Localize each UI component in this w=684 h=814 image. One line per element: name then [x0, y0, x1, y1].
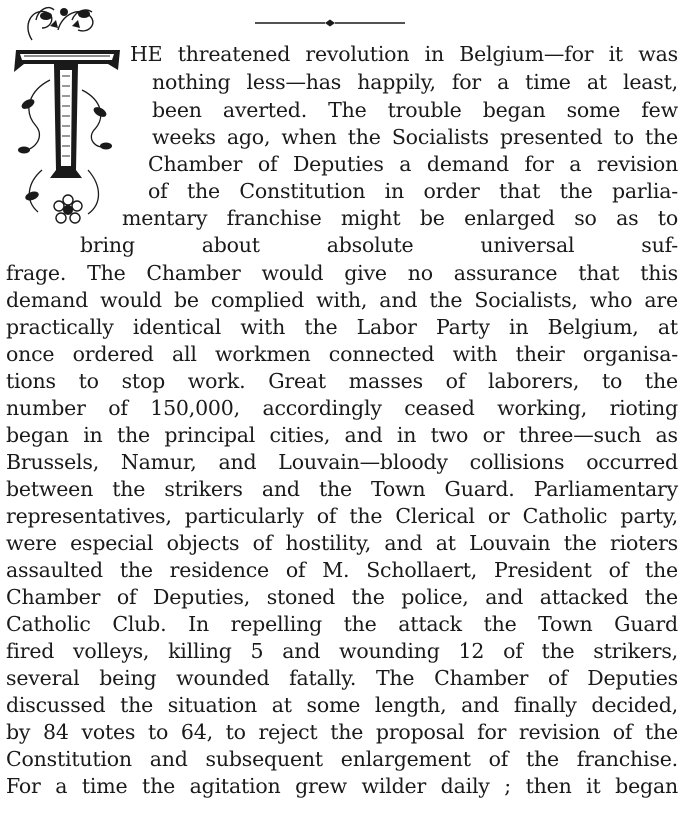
word: subsequent — [205, 747, 323, 771]
text-line-21 — [6, 585, 678, 609]
ornamental-letter-t-icon — [2, 0, 124, 232]
word: a — [497, 70, 510, 94]
word: hostility, — [285, 531, 372, 555]
word: Town — [371, 477, 426, 501]
word: revision — [596, 152, 678, 176]
word: order — [423, 179, 480, 203]
word: discussed — [6, 693, 106, 717]
word: of — [252, 531, 273, 555]
word: the — [116, 423, 150, 447]
word: strikers, — [593, 639, 678, 663]
word: in — [384, 179, 405, 203]
word: Chamber — [6, 585, 101, 609]
word: some — [566, 98, 621, 122]
word: trouble — [387, 98, 462, 122]
word: representatives, — [6, 504, 172, 528]
word: happily, — [357, 70, 436, 94]
word: Catholic — [522, 504, 608, 528]
word: enlargement — [340, 747, 471, 771]
word: of — [108, 396, 128, 420]
word: of — [316, 504, 337, 528]
word: to — [78, 369, 99, 393]
word: residence — [169, 558, 269, 582]
word: 150,000, — [150, 396, 240, 420]
word: Chamber — [148, 152, 243, 176]
word: parlia- — [611, 179, 678, 203]
word: identical — [132, 315, 222, 339]
text-line-9 — [6, 261, 678, 285]
word: so — [574, 206, 597, 230]
word: ordered — [72, 342, 154, 366]
word: the — [330, 720, 364, 744]
word: Clerical — [395, 504, 475, 528]
text-line-13 — [6, 369, 678, 393]
word: votes — [81, 720, 136, 744]
word: Brussels, — [6, 450, 100, 474]
word: attacked — [539, 585, 629, 609]
word: of — [503, 639, 523, 663]
word: reject — [258, 720, 318, 744]
word: demand — [6, 288, 89, 312]
word: The — [328, 98, 367, 122]
text-line-7 — [122, 206, 678, 230]
word: three—such — [518, 423, 642, 447]
word: by — [6, 720, 31, 744]
word: accordingly — [262, 396, 382, 420]
word: were — [6, 531, 57, 555]
word: at — [657, 315, 678, 339]
word: the — [429, 288, 463, 312]
text-line-27 — [6, 747, 678, 771]
word: Guard — [614, 612, 678, 636]
text-line-15 — [6, 423, 678, 447]
word: all — [171, 342, 197, 366]
word: collisions — [469, 450, 565, 474]
word: give — [344, 261, 387, 285]
word: two — [430, 423, 469, 447]
word: of — [548, 666, 568, 690]
word: franchise. — [576, 747, 678, 771]
word: length, — [374, 693, 447, 717]
word: and — [379, 288, 418, 312]
word: grew — [295, 774, 347, 798]
word: the — [644, 585, 678, 609]
word: Parliamentary — [533, 477, 678, 501]
word: finally — [513, 693, 577, 717]
word: Belgium—for — [459, 42, 594, 66]
text-line-28 — [6, 774, 678, 798]
word: revision — [518, 720, 601, 744]
word: would — [100, 288, 162, 312]
word: are — [644, 288, 678, 312]
word: Catholic — [6, 612, 91, 636]
word: The — [87, 261, 126, 285]
word: less—has — [246, 70, 342, 94]
word: with — [452, 342, 498, 366]
text-line-5 — [148, 152, 678, 176]
word: Louvain—bloody — [278, 450, 448, 474]
word: the — [343, 612, 377, 636]
word: Town — [538, 612, 593, 636]
word: The — [375, 666, 415, 690]
word: the — [186, 179, 220, 203]
text-line-18 — [6, 504, 678, 528]
word: Labor — [356, 315, 417, 339]
word: decided, — [591, 693, 678, 717]
word: Party — [436, 315, 490, 339]
word: wilder — [361, 774, 427, 798]
word: of — [285, 558, 306, 582]
word: of — [116, 585, 137, 609]
word: of — [257, 152, 278, 176]
word: For — [6, 774, 41, 798]
word: the — [347, 125, 381, 149]
text-line-2 — [152, 70, 678, 94]
word: the — [559, 179, 593, 203]
text-line-23 — [6, 639, 678, 663]
word: and — [485, 585, 524, 609]
word: connected — [328, 342, 435, 366]
word: nothing — [152, 70, 231, 94]
word: the — [525, 747, 559, 771]
word: In — [188, 612, 209, 636]
word: workmen — [215, 342, 311, 366]
word: the — [304, 315, 338, 339]
word: laborers, — [487, 369, 580, 393]
text-line-19 — [6, 531, 678, 555]
word: of — [488, 747, 509, 771]
word: universal — [480, 233, 575, 257]
word: Socialists, — [474, 288, 578, 312]
word: for — [477, 720, 507, 744]
word: to — [657, 206, 678, 230]
word: complied — [210, 288, 305, 312]
word: 12 — [458, 639, 485, 663]
word: the — [644, 720, 678, 744]
word: bring — [80, 233, 135, 257]
word: organisa- — [582, 342, 678, 366]
word: be — [173, 288, 199, 312]
word: Club. — [112, 612, 167, 636]
word: rioting — [609, 396, 678, 420]
word: be — [419, 206, 445, 230]
word: ceased — [404, 396, 475, 420]
word: as — [616, 206, 639, 230]
word: party, — [620, 504, 678, 528]
word: once — [6, 342, 55, 366]
word: in — [424, 42, 444, 66]
word: demand — [426, 152, 509, 176]
word: this — [640, 261, 678, 285]
word: and — [149, 747, 188, 771]
word: the — [119, 558, 153, 582]
word: weeks — [152, 125, 216, 149]
word: time — [525, 70, 571, 94]
word: averted. — [222, 98, 308, 122]
word: wounded — [176, 666, 270, 690]
word: of — [445, 369, 466, 393]
word: the — [644, 369, 678, 393]
word: M. — [322, 558, 350, 582]
word: enlarged — [464, 206, 555, 230]
word: began — [615, 774, 678, 798]
word: at — [435, 531, 456, 555]
word: between — [6, 477, 94, 501]
word: a — [399, 152, 412, 176]
word: masses — [348, 369, 423, 393]
word: and — [384, 531, 423, 555]
word: a — [55, 774, 68, 798]
word: the — [112, 477, 146, 501]
word: then — [525, 774, 572, 798]
ornamental-rule-icon — [255, 18, 405, 28]
word: situation — [167, 693, 258, 717]
text-line-1 — [130, 42, 678, 66]
word: of — [608, 558, 629, 582]
text-line-4 — [152, 125, 678, 149]
word: in — [508, 315, 529, 339]
word: rioters — [610, 531, 678, 555]
word: began — [6, 423, 69, 447]
word: cities, — [269, 423, 331, 447]
text-line-8 — [80, 233, 678, 257]
word: Deputies — [292, 152, 384, 176]
word: at — [271, 693, 292, 717]
word: of — [612, 720, 633, 744]
word: with — [240, 315, 286, 339]
text-line-10 — [6, 288, 678, 312]
word: that — [499, 179, 541, 203]
word: number — [6, 396, 86, 420]
text-line-12 — [6, 342, 678, 366]
word: 5 — [250, 639, 264, 663]
word: the — [483, 612, 517, 636]
word: practically — [6, 315, 114, 339]
word: fired — [6, 639, 55, 663]
word: when — [281, 125, 337, 149]
word: threatened — [177, 42, 291, 66]
word: time — [81, 774, 128, 798]
word: it — [608, 42, 623, 66]
word: principal — [164, 423, 256, 447]
word: suf- — [641, 233, 678, 257]
word: presented — [499, 125, 603, 149]
word: for — [451, 70, 481, 94]
word: franchise — [226, 206, 322, 230]
word: Schollaert, — [366, 558, 478, 582]
word: been — [152, 98, 202, 122]
word: and — [461, 693, 500, 717]
word: Namur, — [120, 450, 197, 474]
word: Constitution — [6, 747, 132, 771]
text-line-6 — [148, 179, 678, 203]
text-line-22 — [6, 612, 678, 636]
word: Guard. — [444, 477, 515, 501]
word: to — [613, 125, 634, 149]
word: the — [318, 477, 352, 501]
word: the — [351, 585, 385, 609]
word: being — [99, 666, 157, 690]
word: repelling — [230, 612, 322, 636]
word: Socialists — [391, 125, 489, 149]
word: frage. — [6, 261, 67, 285]
word: ago, — [226, 125, 271, 149]
text-line-24 — [6, 666, 678, 690]
word: volleys, — [73, 639, 150, 663]
word: no — [407, 261, 433, 285]
word: particularly — [184, 504, 304, 528]
word: the — [349, 504, 383, 528]
word: few — [641, 98, 678, 122]
word: and — [261, 477, 300, 501]
word: would — [261, 261, 324, 285]
word: the — [644, 125, 678, 149]
word: revolution — [305, 42, 410, 66]
word: stop — [121, 369, 166, 393]
word: might — [340, 206, 401, 230]
word: Chamber — [146, 261, 241, 285]
word: Louvain — [469, 531, 551, 555]
word: about — [201, 233, 260, 257]
text-line-11 — [6, 315, 678, 339]
word: who — [589, 288, 633, 312]
word: President — [493, 558, 592, 582]
word: Deputies — [587, 666, 678, 690]
word: to — [225, 720, 246, 744]
word: as — [655, 423, 678, 447]
word: the — [541, 639, 575, 663]
word: of — [148, 179, 168, 203]
word: Chamber — [434, 666, 529, 690]
word: Belgium, — [547, 315, 639, 339]
word: tions — [6, 369, 56, 393]
word: to — [601, 369, 623, 393]
word: and — [218, 450, 257, 474]
word: assurance — [453, 261, 558, 285]
word: ; — [504, 774, 511, 798]
text-line-17 — [6, 477, 678, 501]
word: assaulted — [6, 558, 103, 582]
word: with, — [316, 288, 368, 312]
word: working, — [497, 396, 588, 420]
word: fatally. — [289, 666, 357, 690]
word: in — [396, 423, 417, 447]
word: for — [524, 152, 554, 176]
word: that — [578, 261, 620, 285]
text-line-20 — [6, 558, 678, 582]
word: their — [515, 342, 565, 366]
word: wounding — [338, 639, 440, 663]
word: absolute — [326, 233, 414, 257]
word: and — [344, 423, 383, 447]
word: objects — [166, 531, 240, 555]
word: or — [487, 504, 510, 528]
word: occurred — [586, 450, 678, 474]
word: Deputies, — [153, 585, 251, 609]
text-line-25 — [6, 693, 678, 717]
word: 64, — [180, 720, 213, 744]
word: and — [282, 639, 321, 663]
word: HE — [130, 42, 163, 66]
word: the — [142, 774, 176, 798]
word: killing — [168, 639, 232, 663]
word: the — [563, 531, 597, 555]
word: least, — [622, 70, 678, 94]
word: Great — [268, 369, 326, 393]
word: to — [147, 720, 169, 744]
word: some — [306, 693, 361, 717]
word: police, — [401, 585, 469, 609]
word: the — [120, 693, 154, 717]
word: stoned — [266, 585, 336, 609]
text-line-3 — [152, 98, 678, 122]
word: work. — [187, 369, 246, 393]
text-line-16 — [6, 450, 678, 474]
word: several — [6, 666, 80, 690]
word: at — [586, 70, 607, 94]
text-line-26 — [6, 720, 678, 744]
word: or — [482, 423, 505, 447]
word: it — [586, 774, 601, 798]
word: strikers — [164, 477, 243, 501]
word: the — [644, 558, 678, 582]
text-line-14 — [6, 396, 678, 420]
word: proposal — [375, 720, 465, 744]
word: began — [482, 98, 546, 122]
word: agitation — [189, 774, 281, 798]
word: especial — [70, 531, 154, 555]
word: 84 — [43, 720, 69, 744]
word: mentary — [122, 206, 208, 230]
word: a — [569, 152, 582, 176]
word: attack — [398, 612, 462, 636]
word: Constitution — [239, 179, 366, 203]
word: daily — [440, 774, 490, 798]
word: in — [83, 423, 103, 447]
word: was — [638, 42, 678, 66]
